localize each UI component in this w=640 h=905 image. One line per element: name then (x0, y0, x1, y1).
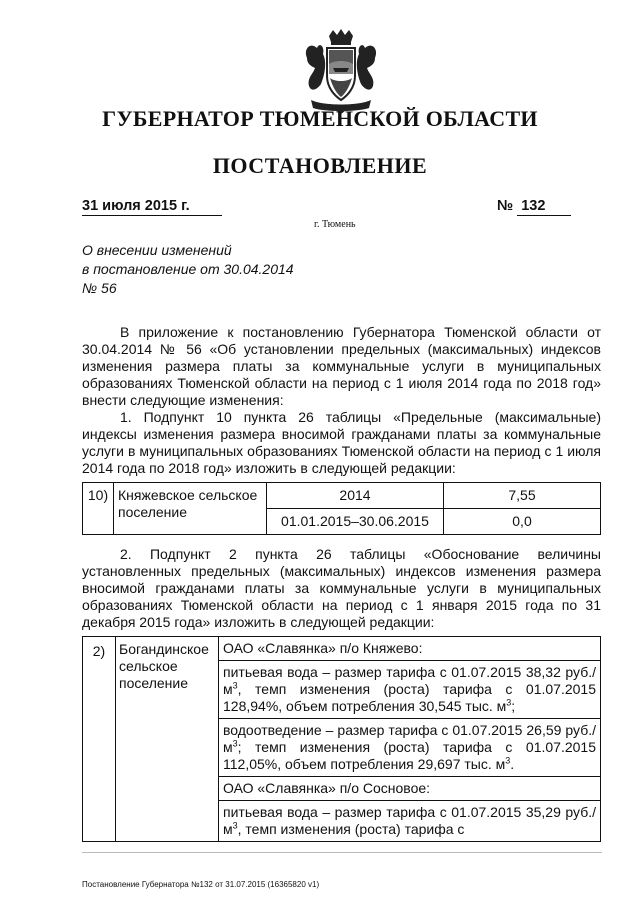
tariff-text: , темп изменения (роста) тарифа с (237, 821, 465, 837)
tariff-text: ; (511, 698, 516, 714)
page-footer: Постановление Губернатора №132 от 31.07.2015 (16365820 v1) (82, 880, 320, 889)
paragraph-item-2: 2. Подпункт 2 пункта 26 таблицы «Обоснование величины установленных предельных (максимальных) индексов изменения размера вносимой гражданами платы за коммунальные услуги в муниципальных образованиях Тюменской области на период с 1 января 2015 года по 31 декабря 2015 года» изложить в следующей редакции: (82, 546, 601, 630)
subject-line: О внесении изменений (82, 242, 232, 258)
authority-title: ГУБЕРНАТОР ТЮМЕНСКОЙ ОБЛАСТИ (102, 106, 538, 131)
tariff-cell (219, 661, 601, 719)
tariff-text: водоотведение – размер тарифа с 01.07.2015 26,59 руб./м (223, 722, 596, 755)
settlement-name: Княжевское сельское поселение (114, 483, 267, 535)
page-cut-divider (82, 852, 602, 853)
table-row (83, 637, 601, 661)
settlement-name: Богандинское сельское поселение (116, 637, 219, 842)
paragraph-item-1: 1. Подпункт 10 пункта 26 таблицы «Предельные (максимальные) индексы изменения размера вносимой гражданами платы за коммунальные услуги в муниципальных образованиях Тюменской области на период с 1 июля 2014 года по 2018 год» изложить в следующей редакции: (82, 409, 601, 476)
tariff-text: . (510, 756, 515, 772)
number-label: № (497, 198, 514, 214)
organization-cell: ОАО «Славянка» п/о Княжево: (219, 637, 601, 661)
organization-cell: ОАО «Славянка» п/о Сосновое: (219, 777, 601, 801)
document-number (497, 198, 571, 216)
subject-line: № 56 (82, 280, 117, 296)
period-cell: 2014 (267, 483, 444, 509)
number-value: 132 (517, 198, 571, 216)
tariff-text: питьевая вода – размер тарифа с 01.07.2015 35,29 руб./м (223, 804, 596, 837)
superscript: 3 (506, 697, 512, 708)
subject-line: в постановление от 30.04.2014 (82, 261, 294, 277)
document-date: 31 июля 2015 г. (82, 198, 222, 216)
document-subject (82, 241, 294, 298)
table-row (83, 483, 601, 509)
superscript: 3 (232, 680, 238, 691)
tariff-cell (219, 801, 601, 842)
paragraph-intro: В приложение к постановлению Губернатора Тюменской области от 30.04.2014 № 56 «Об установлении предельных (максимальных) индексов изменения размера платы за коммунальные услуги в муниципальных образованиях Тюменской области на период с 1 июля 2014 года по 2018 год» внести следующие изменения: (82, 324, 601, 408)
city: г. Тюмень (314, 219, 356, 230)
tariff-text: ; темп изменения (роста) тарифа с 01.07.2015 112,05%, объем потребления 29,697 тыс. м (223, 739, 596, 772)
justification-table (82, 636, 601, 842)
row-number: 10) (83, 483, 114, 535)
tariff-cell (219, 719, 601, 777)
superscript: 3 (232, 820, 238, 831)
row-number: 2) (83, 637, 116, 842)
tariff-text: питьевая вода – размер тарифа с 01.07.2015 38,32 руб./м (223, 664, 596, 697)
indices-table (82, 482, 601, 535)
index-value-cell: 0,0 (444, 509, 601, 535)
tariff-text: , темп изменения (роста) тарифа с 01.07.2015 128,94%, объем потребления 30,545 тыс. м (223, 681, 596, 714)
tyumen-coat-of-arms-icon (297, 28, 385, 116)
document-type: ПОСТАНОВЛЕНИЕ (212, 153, 428, 178)
period-cell: 01.01.2015–30.06.2015 (267, 509, 444, 535)
index-value-cell: 7,55 (444, 483, 601, 509)
superscript: 3 (505, 755, 511, 766)
superscript: 3 (232, 738, 238, 749)
